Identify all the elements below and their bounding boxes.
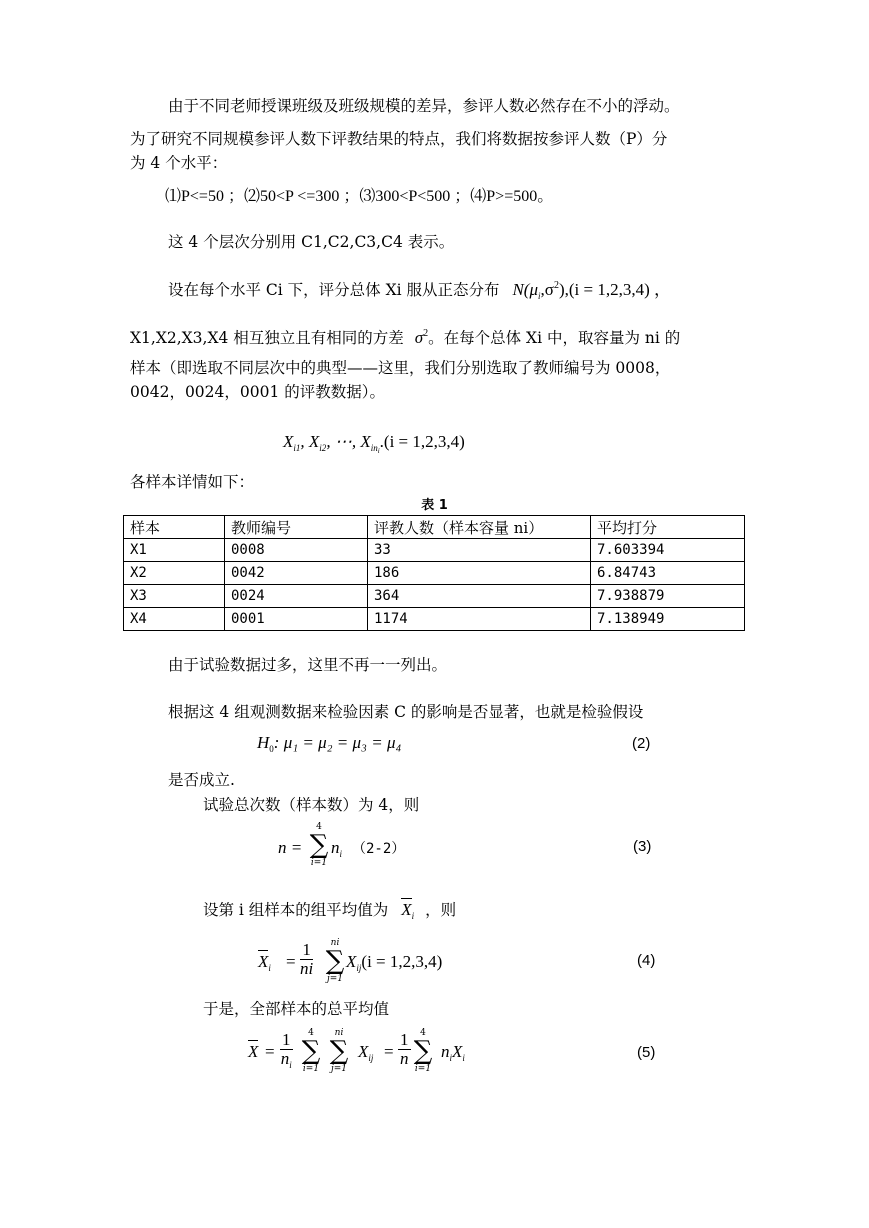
normal-distribution — [512, 280, 671, 299]
eq5-sum1-bot: i=1 — [302, 1064, 320, 1074]
eq5-sum-3 — [412, 1028, 434, 1074]
eq2-h: H — [257, 733, 270, 752]
sigma-symbol — [415, 328, 428, 347]
equation-4 — [258, 938, 518, 988]
eq4-tail: (i = 1,2,3,4) — [361, 952, 443, 971]
equation-2-number: (2) — [632, 735, 651, 752]
eq3-sum-bot: i=1 — [310, 858, 328, 868]
equation-3-number: (3) — [633, 838, 652, 855]
sample-dots: , ⋯, X — [326, 432, 371, 451]
total-text: 试验总次数（样本数）为 4，则 — [203, 796, 420, 814]
table-row — [124, 539, 745, 562]
eq5-term-sub: ij — [368, 1053, 374, 1063]
eq5-den-n: n — [280, 1049, 290, 1068]
normal-tail: ),(i = 1,2,3,4) ， — [558, 280, 671, 299]
eq5-term3-sub: i — [462, 1053, 465, 1063]
table-cell: X4 — [124, 608, 225, 631]
eq4-lhs-x: X — [258, 952, 269, 971]
group-mean-text-a: 设第 i 组样本的组平均值为 — [203, 901, 389, 919]
table-cell: 0008 — [225, 539, 368, 562]
eq5-lhs — [248, 1042, 258, 1062]
equation-2 — [257, 733, 401, 754]
sample-x2: , X — [300, 432, 320, 451]
hypothesis-text: 根据这 4 组观测数据来检验因素 C 的影响是否显著，也就是检验假设 — [168, 703, 644, 721]
table-header-cell: 平均打分 — [591, 516, 745, 539]
eq5-term3-x: X — [452, 1042, 463, 1061]
table-cell: 0042 — [225, 562, 368, 585]
eq4-fraction — [300, 941, 313, 978]
eq5-den-sub: i — [289, 1060, 292, 1070]
sample-x2-sub: i2 — [319, 443, 327, 453]
eq5-num2: 1 — [400, 1030, 409, 1049]
table-header-cell: 教师编号 — [225, 516, 368, 539]
eq5-den — [280, 1050, 293, 1074]
assume-line-2b: 。在每个总体 Xi 中，取容量为 ni 的 — [428, 329, 681, 347]
equation-4-number: (4) — [637, 952, 656, 969]
eq5-term2-sub: i — [449, 1053, 453, 1063]
eq5-sum-1 — [300, 1028, 322, 1074]
table-cell: 7.938879 — [591, 585, 745, 608]
table-header-cell: 评教人数（样本容量 ni） — [368, 516, 591, 539]
normal-sup: 2 — [553, 280, 559, 291]
intro-line-1: 由于不同老师授课班级及班级规模的差异，参评人数必然存在不小的浮动。 — [168, 97, 680, 115]
table-row — [124, 585, 745, 608]
normal-sub: i — [538, 291, 541, 301]
eq4-equals: = — [286, 952, 296, 971]
eq5-equals-2: = — [384, 1042, 394, 1061]
eq5-equals: = — [265, 1042, 275, 1061]
table-cell: X3 — [124, 585, 225, 608]
eq5-den2: n — [400, 1049, 409, 1068]
eq3-term-sub: i — [339, 849, 343, 859]
eq5-num: 1 — [282, 1030, 291, 1049]
eq5-term-x: X — [358, 1042, 369, 1061]
eq3-sum — [308, 822, 330, 868]
eq5-term-2 — [441, 1042, 465, 1063]
group-mean-x: X — [401, 900, 412, 919]
sample-x1-sub: i1 — [293, 443, 301, 453]
assume-line-2a: X1,X2,X3,X4 相互独立且有相同的方差 — [130, 329, 404, 347]
sample-detail-label: 各样本详情如下： — [130, 473, 255, 491]
after-table-note: 由于试验数据过多，这里不再一一列出。 — [168, 656, 448, 674]
table-header-cell: 样本 — [124, 516, 225, 539]
sample-equation — [283, 432, 465, 455]
eq5-sum3-top: 4 — [420, 1028, 426, 1038]
eq5-sigma-2: ∑ — [329, 1036, 349, 1066]
intro-line-3: 为 4 个水平： — [130, 154, 228, 172]
eq4-sigma: ∑ — [325, 946, 345, 976]
group-mean-symbol — [401, 900, 414, 919]
eq3-term-n: n — [331, 838, 340, 857]
holds-text: 是否成立. — [168, 771, 235, 789]
group-mean-sub: i — [411, 911, 415, 921]
sample-x1: X — [283, 432, 294, 451]
group-mean-text-b: ，则 — [425, 901, 457, 919]
eq3-sigma: ∑ — [309, 830, 329, 860]
table-cell: 7.603394 — [591, 539, 745, 562]
table-row — [124, 562, 745, 585]
eq5-term2-n: n — [441, 1042, 450, 1061]
eq4-term-x: X — [346, 952, 357, 971]
eq3-term — [331, 838, 342, 859]
eq5-fraction-2 — [398, 1031, 411, 1068]
sample-x3-subsub: i — [377, 447, 380, 455]
levels-note: 这 4 个层次分别用 C1,C2,C3,C4 表示。 — [168, 233, 455, 251]
normal-rest: ,σ — [540, 280, 554, 299]
table-cell: 364 — [368, 585, 591, 608]
table-cell: X2 — [124, 562, 225, 585]
eq4-term-sub: ij — [356, 963, 362, 973]
sigma-sup: 2 — [423, 328, 429, 339]
eq4-sum-bot: j=1 — [326, 974, 344, 984]
assume-text: 设在每个水平 Ci 下，评分总体 Xi 服从正态分布 — [168, 281, 500, 299]
eq4-lhs — [258, 952, 271, 973]
eq4-sum-top: ni — [330, 938, 340, 948]
eq2-h-sub: 0 — [269, 744, 274, 754]
overall-mean-text: 于是，全部样本的总平均值 — [203, 1000, 390, 1018]
eq5-sum-2 — [328, 1028, 350, 1074]
sigma-char: σ — [414, 328, 424, 347]
table-header-row — [124, 516, 745, 539]
equation-5-number: (5) — [637, 1044, 656, 1061]
eq4-lhs-sub: i — [268, 963, 271, 973]
assume-line-2 — [130, 322, 680, 350]
eq5-sum2-bot: j=1 — [330, 1064, 348, 1074]
table-cell: 186 — [368, 562, 591, 585]
table-row — [124, 608, 745, 631]
eq2-body: : μ₁ = μ₂ = μ₃ = μ₄ — [273, 733, 402, 752]
table-cell: 1174 — [368, 608, 591, 631]
table-cell: 7.138949 — [591, 608, 745, 631]
table-cell: X1 — [124, 539, 225, 562]
assume-line-4: 0042，0024，0001 的评教数据）。 — [130, 383, 386, 401]
eq5-fraction-1 — [280, 1031, 293, 1074]
eq5-sigma-3: ∑ — [413, 1036, 433, 1066]
sample-tail: .(i = 1,2,3,4) — [379, 432, 465, 451]
table-cell: 6.84743 — [591, 562, 745, 585]
eq5-sigma-1: ∑ — [301, 1036, 321, 1066]
assume-line-1 — [168, 274, 671, 308]
eq5-term — [358, 1042, 373, 1063]
sample-table — [123, 515, 745, 631]
eq4-term — [346, 952, 442, 973]
table-cell: 0024 — [225, 585, 368, 608]
eq3-lhs: n = — [278, 838, 303, 857]
eq5-lhs-x: X — [248, 1042, 259, 1061]
equation-3 — [278, 822, 478, 874]
table-caption: 表 1 — [421, 498, 448, 513]
normal-n: N(μ — [512, 280, 539, 299]
eq5-sum1-top: 4 — [308, 1028, 314, 1038]
equation-5 — [248, 1028, 488, 1080]
eq5-sum2-top: ni — [334, 1028, 344, 1038]
eq4-sum — [324, 938, 346, 984]
eq4-den: ni — [300, 959, 314, 978]
group-mean-text — [203, 898, 456, 928]
table-cell: 33 — [368, 539, 591, 562]
levels-list: ⑴P<=50 ；⑵50<P <=300 ；⑶300<P<500 ；⑷P>=500。 — [165, 188, 554, 205]
assume-line-3: 样本（即选取不同层次中的典型——这里，我们分别选取了教师编号为 0008， — [130, 359, 671, 377]
eq4-num: 1 — [300, 941, 313, 960]
table-cell: 0001 — [225, 608, 368, 631]
intro-line-2: 为了研究不同规模参评人数下评教结果的特点，我们将数据按参评人数（P）分 — [130, 130, 668, 148]
eq3-sum-top: 4 — [316, 822, 322, 832]
sample-x3-sub: in — [370, 443, 378, 453]
eq5-sum3-bot: i=1 — [414, 1064, 432, 1074]
eq3-note: （2-2） — [352, 841, 406, 857]
